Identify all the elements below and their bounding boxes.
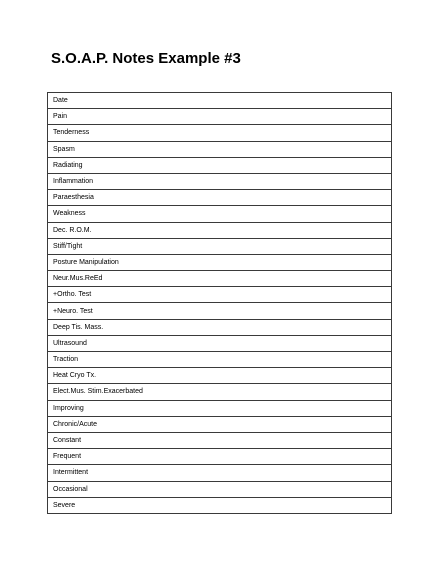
table-row (48, 125, 392, 141)
table-cell: Tenderness (48, 125, 392, 141)
table-cell: Paraesthesia (48, 190, 392, 206)
table-cell: Severe (48, 497, 392, 513)
table-cell: Spasm (48, 141, 392, 157)
table-cell: +Ortho. Test (48, 287, 392, 303)
table-row (48, 93, 392, 109)
table-row (48, 416, 392, 432)
table-row (48, 368, 392, 384)
table-row (48, 238, 392, 254)
table-cell: Improving (48, 400, 392, 416)
table-row (48, 141, 392, 157)
soap-notes-table-body (48, 93, 392, 514)
table-cell: Frequent (48, 449, 392, 465)
table-cell: Dec. R.O.M. (48, 222, 392, 238)
table-cell: Ultrasound (48, 335, 392, 351)
table-row (48, 254, 392, 270)
table-row (48, 319, 392, 335)
table-row (48, 465, 392, 481)
table-cell: Neur.Mus.ReEd (48, 271, 392, 287)
table-cell: Weakness (48, 206, 392, 222)
table-row (48, 190, 392, 206)
table-cell: Heat Cryo Tx. (48, 368, 392, 384)
table-row (48, 173, 392, 189)
table-row (48, 352, 392, 368)
table-row (48, 432, 392, 448)
table-cell: +Neuro. Test (48, 303, 392, 319)
table-row (48, 271, 392, 287)
table-row (48, 287, 392, 303)
table-row (48, 157, 392, 173)
soap-notes-table (47, 92, 392, 514)
table-cell: Date (48, 93, 392, 109)
table-cell: Pain (48, 109, 392, 125)
table-cell: Traction (48, 352, 392, 368)
table-cell: Radiating (48, 157, 392, 173)
table-cell: Posture Manipulation (48, 254, 392, 270)
table-cell: Intermittent (48, 465, 392, 481)
table-row (48, 384, 392, 400)
table-row (48, 497, 392, 513)
table-cell: Occasional (48, 481, 392, 497)
table-cell: Chronic/Acute (48, 416, 392, 432)
table-cell: Constant (48, 432, 392, 448)
table-row (48, 206, 392, 222)
table-row (48, 400, 392, 416)
table-cell: Elect.Mus. Stim.Exacerbated (48, 384, 392, 400)
table-row (48, 222, 392, 238)
table-cell: Inflammation (48, 173, 392, 189)
table-row (48, 109, 392, 125)
table-row (48, 335, 392, 351)
page-title: S.O.A.P. Notes Example #3 (51, 50, 241, 67)
table-cell: Stiff/Tight (48, 238, 392, 254)
table-row (48, 303, 392, 319)
table-row (48, 481, 392, 497)
table-row (48, 449, 392, 465)
table-cell: Deep Tis. Mass. (48, 319, 392, 335)
